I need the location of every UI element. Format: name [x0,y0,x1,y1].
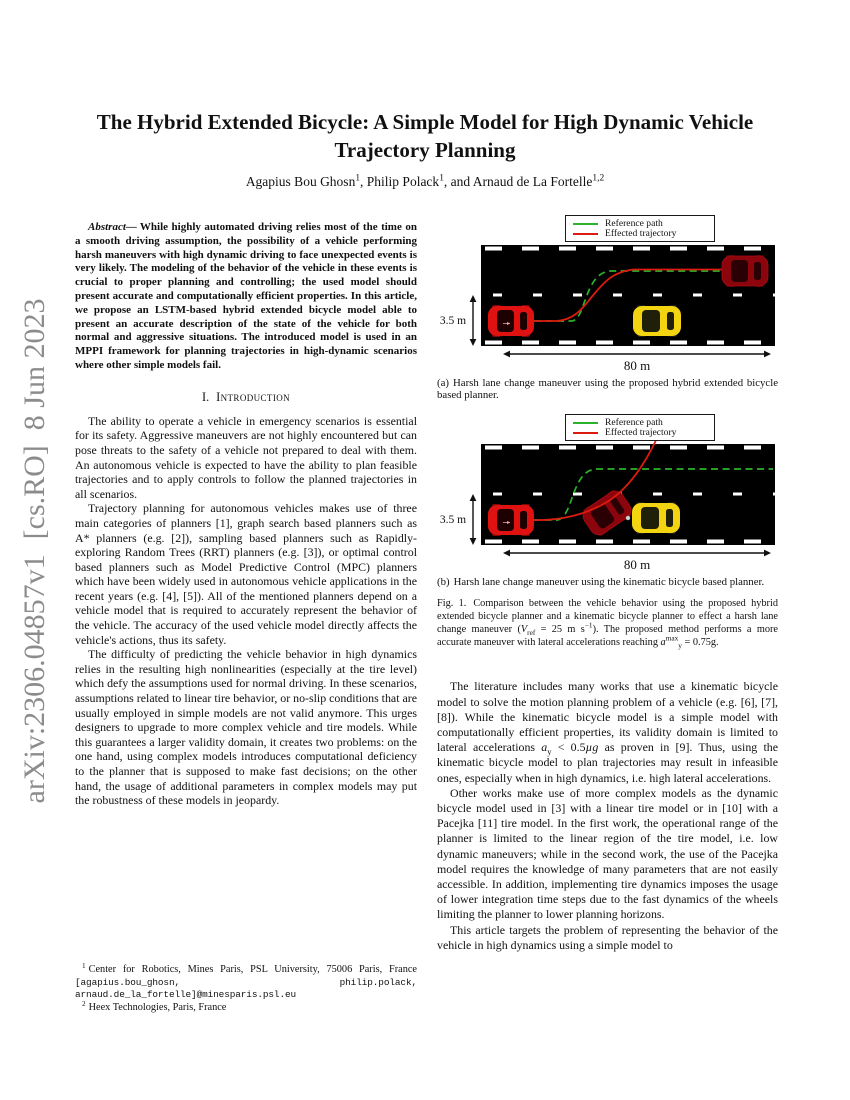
abstract-label: Abstract— [88,221,137,233]
lane-width-label: 3.5 m [439,513,467,526]
right-column-paragraphs [437,679,778,953]
footnote-1 [75,961,417,1002]
intro-paragraph-2: Trajectory planning for autonomous vehicles makes use of three main categories of planners [1], graph search based planners such as A* planners (e.g. [2]), sampling based planners such as Rapidly-exploring Random Trees (RRT) planners (e.g. [3]), or optimal control based planners such as Model Predictive Control (MPC) planners which have been widely used in autonomous vehicle applications in the recent years (e.g. [4], [5]). All of the mentioned planners depend on a vehicle model that is required to accurately represent the behavior of the vehicle. The accuracy of the used vehicle model directly affects the vehicle's actions, thus its safety. [75,501,417,647]
body-paragraph-1: The literature includes many works that use a kinematic bicycle model to solve the motion planning problem of a vehicle (e.g. [6], [7], [8]). While the kinematic bicycle model is a simple model with computationally efficient properties, its validity domain is limited to lateral accelerations $a_y < 0.5\mu g$ as proven in [9]. Thus, using the kinematic bicycle model to plan trajectories may result in infeasible ones, especially when in high dynamics, i.e. high lateral accelerations. [437,679,779,785]
right-column [437,215,778,953]
abstract [75,221,417,373]
footnote-2 [75,999,417,1015]
paper-title: The Hybrid Extended Bicycle: A Simple Model for High Dynamic Vehicle Trajectory Planning [96,110,754,163]
figure-b [437,414,778,572]
subcaption-b [437,576,778,588]
arxiv-banner: arXiv:2306.04857v1 [cs.RO] 8 Jun 2023 [18,298,51,804]
author-2-affiliation: 1 [439,173,444,184]
subcaption-a-tag: (a) [437,377,449,389]
body-paragraph-2: Other works make use of more complex models as the dynamic bicycle model used in [3] with a linear tire model or in [10] with a Pacejka [11] tire model. In the first work, the operational range of the planner is limited to the linear region of the tire model, i.e. low dynamic maneuvers; while in the second work, the use of the Pacejka model requires the knowledge of many parameters that are not easily accessible. In addition, implementing tire dynamics imposes the usage of lower integration time steps due to the fast dynamics of the wheels limiting the planner to lower planning horizons. [437,785,778,922]
subcaption-a-text: Harsh lane change maneuver using the proposed hybrid extended bicycle based planner. [437,377,778,402]
author-1: Agapius Bou Ghosn [245,174,356,189]
subcaption-b-text: Harsh lane change maneuver using the kinematic bicycle based planner. [453,575,765,588]
intro-paragraph-1: The ability to operate a vehicle in emergency scenarios is essential for its safety. Aggressive maneuvers are not highly encountered but can pose threats to the safety of a vehicle not prepared to deal with them. An autonomous vehicle is expected to have the ability to plan feasible trajectories and to apply controls to follow the planned trajectories in all scenarios. [75,413,417,501]
lane-width-arrow [470,494,477,545]
road-length-label: 80 m [623,556,651,572]
target-car [722,255,768,287]
reference-path-swatch [573,422,598,424]
intro-paragraph-3: The difficulty of predicting the vehicle behavior in high dynamics relies in the resulting high nonlinearities (especially at the tire level) which defy the assumptions used for normal driving. In these scenarios, assumptions related to linear tire behavior, or no-slip conditions that are usually employed in simple models are not valid anymore. This urges designers to upgrade to more complex vehicle and tire models. While this guarantees a larger validity domain, it creates two problems: on the one hand, using complex models introduces computational deficiency to the planner that is supposed to make fast decisions; on the other hand, the usage of additional parameters in complex models may put the robustness of these models in jeopardy. [75,647,417,808]
legend-label-reference: Reference path [605,218,663,229]
section-number: I. [201,389,210,404]
effected-trajectory-swatch [573,233,598,235]
legend-effected-row [573,428,710,438]
figure-caption-text: Comparison between the vehicle behavior using the proposed hybrid extended bicycle planner and a kinematic bicycle planner to effect a harsh lane change maneuver ($V_{ref} = 25$ m $s^{-1}$). The proposed method performs a more accurate maneuver with lateral accelerations reaching $a^{max}_y = 0.75g$. [437,598,778,650]
subcaption-b-tag: (b) [437,575,450,588]
author-3: Arnaud de La Fortelle [472,174,593,189]
section-heading [75,390,417,405]
ego-car [488,504,534,536]
abstract-text: While highly automated driving relies most of the time on a smooth driving assumption, the possibility of a vehicle performing harsh maneuvers with high dynamic driving to face unexpected events is very likely. The modeling of the behavior of the vehicle in these events is crucial to proper planning and controlling; the used model should present accurate and computationally efficient properties. In this article, we propose an LSTM-based hybrid extended bicycle model able to present an accurate description of the state of the vehicle for both normal and aggressive situations. The introduced model is used in an MPPI framework for planning trajectories in high-dynamic scenarios where other simple models fail. [75,221,417,371]
legend-label-effected: Effected trajectory [605,426,677,438]
subcaption-a [437,377,778,402]
figure-caption [437,598,778,649]
left-column [75,221,417,808]
author-separator: , and [443,174,473,189]
legend-label-reference: Reference path [605,416,663,428]
obstacle-car [633,305,681,337]
author-1-affiliation: 1 [355,173,361,184]
lane-width-label: 3.5 m [439,315,467,327]
author-separator: , [360,174,367,189]
footnote-1-text: Center for Robotics, Mines Paris, PSL University, 75006 Paris, France [agapius.bou_ghosn, philip.polack, arnaud.de_la_fortelle]@minesparis.psl.eu [75,964,417,1001]
effected-trajectory-swatch [573,432,598,434]
ego-car [488,305,534,337]
lane-width-arrow [470,295,477,346]
collision-flash [626,516,630,520]
road-length-label: 80 m [623,358,651,373]
legend [565,215,715,242]
section-title: Introduction [216,389,291,404]
body-paragraph-3: This article targets the problem of representing the behavior of the vehicle in high dynamics using a simple model to [437,922,778,952]
figure-a [437,215,778,373]
footnotes [75,961,417,1015]
legend-effected-row [573,229,710,239]
reference-path-swatch [573,223,598,225]
legend [565,414,715,441]
velocity-label: v [504,514,507,521]
footnote-2-text: Heex Technologies, Paris, France [88,1002,227,1014]
footnote-1-marker: 1 [82,961,86,970]
velocity-label: v [504,315,507,322]
authors-line [75,174,775,190]
obstacle-car [632,502,680,534]
road-length-arrow [503,351,771,358]
author-2: Philip Polack [366,174,440,189]
footnote-2-marker: 2 [82,999,86,1008]
legend-label-effected: Effected trajectory [605,228,677,239]
figure-caption-label: Fig. 1. [437,598,467,610]
author-3-affiliation: 1,2 [592,173,605,184]
road-length-arrow [503,549,771,556]
